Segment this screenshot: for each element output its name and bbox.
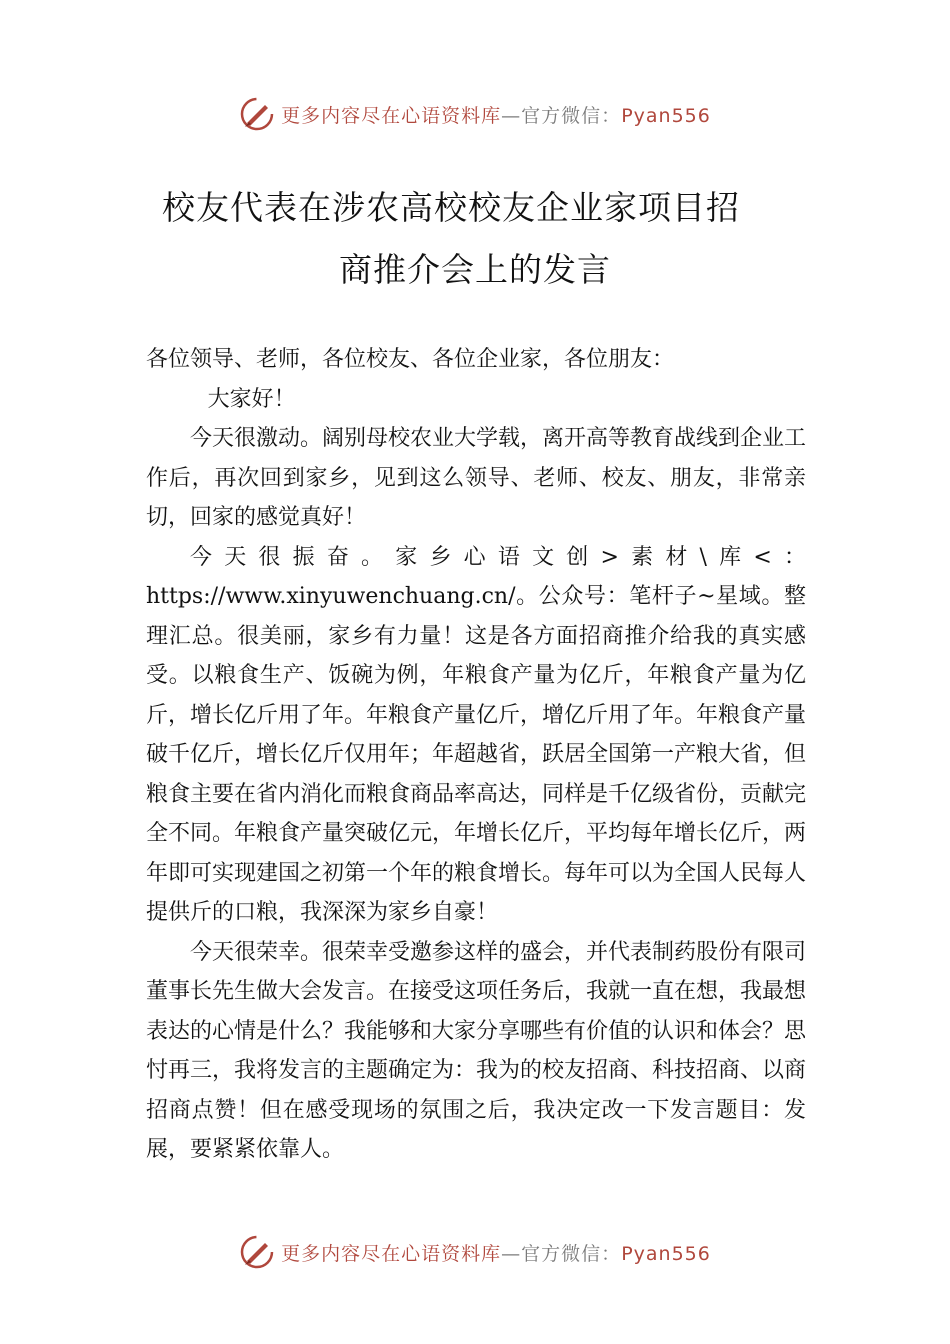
header-banner bbox=[0, 94, 950, 134]
banner-wechat-label: 官方微信： bbox=[521, 104, 622, 127]
banner-site: 更多内容尽在心语资料库 bbox=[281, 1242, 502, 1265]
paragraph: 今天很振奋。家乡心语文创>素材\库<：https://www.xinyuwenchuang.cn/。公众号：笔杆子~星域。整理汇总。很美丽，家乡有力量！这是各方面招商推介给我的真实感受。以粮食生产、饭碗为例，年粮食产量为亿斤，年粮食产量为亿斤，增长亿斤用了年。年粮食产量亿斤，增亿斤用了年。年粮食产量破千亿斤，增长亿斤仅用年；年超越省，跃居全国第一产粮大省，但粮食主要在省内消化而粮食商品率高达，同样是千亿级省份，贡献完全不同。年粮食产量突破亿元，年增长亿斤，平均每年增长亿斤，两年即可实现建国之初第一个年的粮食增长。每年可以为全国人民每人提供斤的口粮，我深深为家乡自豪！ bbox=[146, 544, 807, 925]
banner-dash: — bbox=[501, 1242, 522, 1265]
paragraph: 今天很激动。阔别母校农业大学载，离开高等教育战线到企业工作后，再次回到家乡，见到这么领导、老师、校友、朋友，非常亲切，回家的感觉真好！ bbox=[146, 426, 807, 530]
banner-wechat-id: Pyan556 bbox=[621, 1242, 711, 1265]
document-body bbox=[146, 340, 806, 1170]
brush-pen-logo-icon bbox=[239, 96, 275, 132]
greeting: 大家好！ bbox=[207, 386, 296, 412]
banner-site: 更多内容尽在心语资料库 bbox=[281, 104, 502, 127]
paragraph: 今天很荣幸。很荣幸受邀参这样的盛会，并代表制药股份有限司董事长先生做大会发言。在接受这项任务后，我就一直在想，我最想表达的心情是什么？我能够和大家分享哪些有价值的认识和体会？思忖再三，我将发言的主题确定为：我为的校友招商、科技招商、以商招商点赞！但在感受现场的氛围之后，我决定改一下发言题目：发展，要紧紧依靠人。 bbox=[146, 939, 807, 1162]
salutation: 各位领导、老师，各位校友、各位企业家，各位朋友： bbox=[146, 347, 675, 372]
brush-pen-logo-icon bbox=[239, 1234, 275, 1270]
banner-text bbox=[281, 101, 711, 128]
banner-dash: — bbox=[501, 104, 522, 127]
document-title-line-2: 商推介会上的发言 bbox=[339, 250, 611, 289]
document-title-line-1: 校友代表在涉农高校校友企业家项目招 bbox=[162, 188, 740, 227]
banner-text bbox=[281, 1239, 711, 1266]
banner-wechat-id: Pyan556 bbox=[621, 104, 711, 127]
footer-banner bbox=[0, 1232, 950, 1272]
banner-wechat-label: 官方微信： bbox=[521, 1242, 622, 1265]
